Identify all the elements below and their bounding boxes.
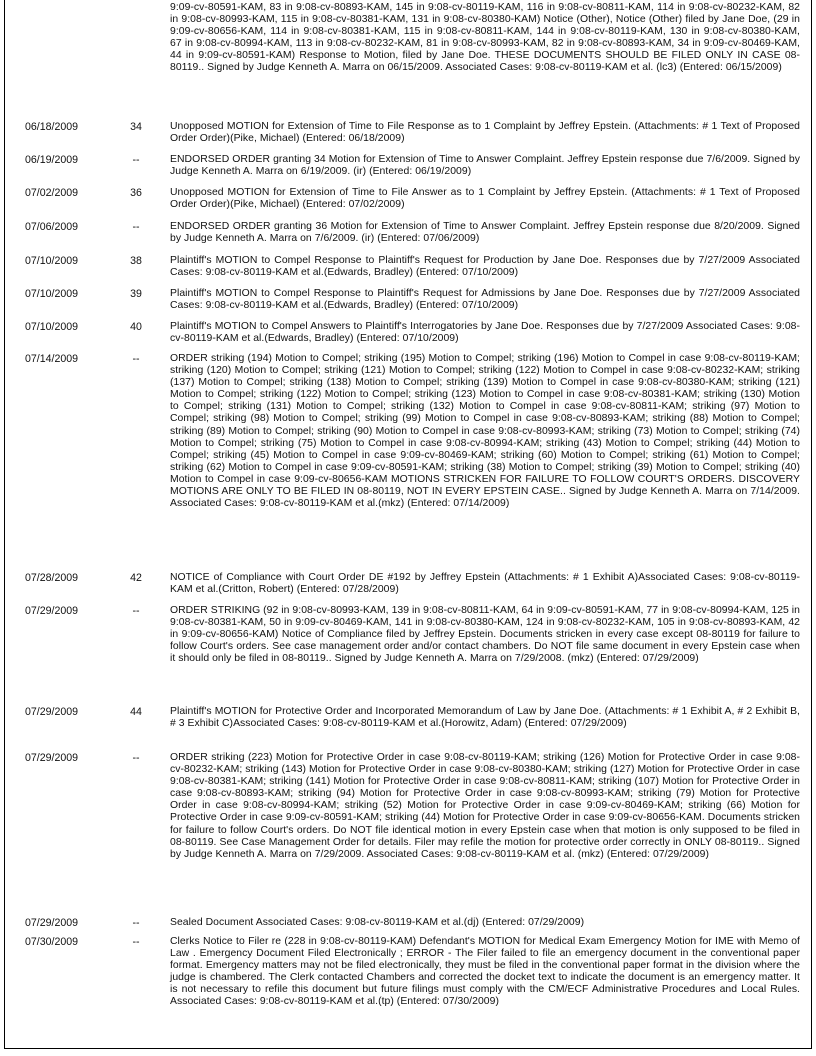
entry-date: 07/29/2009 xyxy=(25,917,79,929)
entry-text: ORDER STRIKING (92 in 9:08-cv-80993-KAM, 139 in 9:08-cv-80811-KAM, 64 in 9:09-cv-80591-KAM, 77 in 9:08-cv-80994-KAM, 125 in 9:08-cv-80381-KAM, 50 in 9:09-cv-80469-KAM, 141 in 9:08-cv-80380-KAM, 124 in 9:08-cv-80232-KAM, 105 in 9:08-cv-80893-KAM, 42 in 9:09-cv-80656-KAM) Notice of Compliance filed by Jeffrey Epstein. Documents stricken in every case except 08-80119 for failure to follow Court's orders. See case management order and/or contact chambers. Do NOT file same document in every Epstein case when it should only be filed in 08-80119.. Signed by Judge Kenneth A. Marra on 7/29/2008. (mkz) (Entered: 07/29/2009) xyxy=(170,605,800,665)
entry-date: 07/10/2009 xyxy=(25,255,79,267)
entry-date: 06/18/2009 xyxy=(25,121,79,133)
docket-page xyxy=(4,0,812,1049)
entry-date: 07/14/2009 xyxy=(25,353,79,365)
entry-number: -- xyxy=(132,353,140,365)
entry-number: 44 xyxy=(130,706,142,718)
entry-text: ENDORSED ORDER granting 34 Motion for Extension of Time to Answer Complaint. Jeffrey Epstein response due 7/6/2009. Signed by Judge Kenneth A. Marra on 6/19/2009. (ir) (Entered: 06/19/2009) xyxy=(170,154,800,178)
entry-text: ORDER striking (223) Motion for Protective Order in case 9:08-cv-80119-KAM; striking (126) Motion for Protective Order in case 9:08-cv-80232-KAM; striking (143) Motion for Protective Order in case 9:08-cv-80380-KAM; striking (127) Motion for Protective Order in case 9:08-cv-80381-KAM; striking (141) Motion for Protective Order in case 9:08-cv-80811-KAM; striking (107) Motion for Protective Order in case 9:08-cv-80893-KAM; striking (94) Motion for Protective Order in case 9:08-cv-80993-KAM; striking (79) Motion for Protective Order in case 9:08-cv-80994-KAM; striking (52) Motion for Protective Order in case 9:09-cv-80469-KAM; striking (66) Motion for Protective Order in case 9:09-cv-80591-KAM; striking (44) Motion for Protective Order in case 9:09-cv-80656-KAM. Documents stricken for failure to follow Court's orders. Do NOT file identical motion in every Epstein case when that motion is only supposed to be filed in 08-80119. See Case Management Order for details. Filer may refile the motion for protective order correctly in ONLY 08-80119.. Signed by Judge Kenneth A. Marra on 7/29/2009. Associated Cases: 9:08-cv-80119-KAM et al. (mkz) (Entered: 07/29/2009) xyxy=(170,752,800,860)
entry-number: -- xyxy=(132,936,140,948)
entry-date: 07/30/2009 xyxy=(25,936,79,948)
entry-text: Unopposed MOTION for Extension of Time to File Answer as to 1 Complaint by Jeffrey Epstein. (Attachments: # 1 Text of Proposed Order Order)(Pike, Michael) (Entered: 07/02/2009) xyxy=(170,187,800,211)
entry-text: ENDORSED ORDER granting 36 Motion for Extension of Time to Answer Complaint. Jeffrey Epstein response due 8/20/2009. Signed by Judge Kenneth A. Marra on 7/6/2009. (ir) (Entered: 07/06/2009) xyxy=(170,221,800,245)
entry-date: 07/29/2009 xyxy=(25,706,79,718)
entry-date: 07/29/2009 xyxy=(25,752,79,764)
entry-number: 38 xyxy=(130,255,142,267)
entry-number: -- xyxy=(132,605,140,617)
entry-date: 07/10/2009 xyxy=(25,321,79,333)
entry-text: Clerks Notice to Filer re (228 in 9:08-cv-80119-KAM) Defendant's MOTION for Medical Exam Emergency Motion for IME with Memo of Law . Emergency Document Filed Electronically ; ERROR - The Filer failed to file an emergency document in the conventional paper format. Emergency matters may not be filed electronically, they must be filed in the conventional paper format in the division where the judge is chambered. The Clerk contacted Chambers and corrected the docket text to indicate the document is an emergency matter. It is not necessary to refile this document but future filings must comply with the CM/ECF Administrative Procedures and Local Rules. Associated Cases: 9:08-cv-80119-KAM et al.(tp) (Entered: 07/30/2009) xyxy=(170,936,800,1008)
entry-number: 36 xyxy=(130,187,142,199)
entry-number: 34 xyxy=(130,121,142,133)
entry-text: Plaintiff's MOTION for Protective Order and Incorporated Memorandum of Law by Jane Doe. (Attachments: # 1 Exhibit A, # 2 Exhibit B, # 3 Exhibit C)Associated Cases: 9:08-cv-80119-KAM et al.(Horowitz, Adam) (Entered: 07/29/2009) xyxy=(170,706,800,730)
entry-number: -- xyxy=(132,154,140,166)
entry-text: 9:09-cv-80591-KAM, 83 in 9:08-cv-80893-KAM, 145 in 9:08-cv-80119-KAM, 116 in 9:08-cv-80811-KAM, 114 in 9:08-cv-80232-KAM, 82 in 9:08-cv-80993-KAM, 115 in 9:08-cv-80381-KAM, 131 in 9:08-cv-80380-KAM) Notice (Other), Notice (Other) filed by Jane Doe, (29 in 9:09-cv-80656-KAM, 114 in 9:08-cv-80381-KAM, 115 in 9:08-cv-80811-KAM, 144 in 9:08-cv-80119-KAM, 130 in 9:08-cv-80380-KAM, 67 in 9:08-cv-80994-KAM, 113 in 9:08-cv-80232-KAM, 81 in 9:08-cv-80993-KAM, 82 in 9:08-cv-80893-KAM, 34 in 9:09-cv-80469-KAM, 44 in 9:09-cv-80591-KAM) Response to Motion, filed by Jane Doe. THESE DOCUMENTS SHOULD BE FILED ONLY IN CASE 08-80119.. Signed by Judge Kenneth A. Marra on 06/15/2009. Associated Cases: 9:08-cv-80119-KAM et al. (lc3) (Entered: 06/15/2009) xyxy=(170,2,800,74)
entry-text: ORDER striking (194) Motion to Compel; striking (195) Motion to Compel; striking (196) Motion to Compel in case 9:08-cv-80119-KAM; striking (120) Motion to Compel; striking (121) Motion to Compel; striking (122) Motion to Compel in case 9:08-cv-80232-KAM; striking (137) Motion to Compel; striking (138) Motion to Compel; striking (139) Motion to Compel in case 9:08-cv-80380-KAM; striking (121) Motion to Compel; striking (122) Motion to Compel; striking (123) Motion to Compel in case 9:08-cv-80381-KAM; striking (130) Motion to Compel; striking (131) Motion to Compel; striking (132) Motion to Compel in case 9:08-cv-80811-KAM; striking (97) Motion to Compel; striking (98) Motion to Compel; striking (99) Motion to Compel in case 9:08-cv-80893-KAM; striking (88) Motion to Compel; striking (89) Motion to Compel; striking (90) Motion to Compel in case 9:08-cv-80993-KAM; striking (73) Motion to Compel; striking (74) Motion to Compel; striking (75) Motion to Compel in case 9:08-cv-80994-KAM; striking (43) Motion to Compel; striking (44) Motion to Compel; striking (45) Motion to Compel in case 9:09-cv-80469-KAM; striking (60) Motion to Compel; striking (61) Motion to Compel; striking (62) Motion to Compel in case 9:09-cv-80591-KAM; striking (38) Motion to Compel; striking (39) Motion to Compel; striking (40) Motion to Compel in case 9:09-cv-80656-KAM MOTIONS STRICKEN FOR FAILURE TO FOLLOW COURT'S ORDERS. DISCOVERY MOTIONS ARE ONLY TO BE FILED IN 08-80119, NOT IN EVERY EPSTEIN CASE.. Signed by Judge Kenneth A. Marra on 7/14/2009. Associated Cases: 9:08-cv-80119-KAM et al.(mkz) (Entered: 07/14/2009) xyxy=(170,353,800,510)
entry-number: -- xyxy=(132,752,140,764)
entry-date: 07/10/2009 xyxy=(25,288,79,300)
entry-number: 40 xyxy=(130,321,142,333)
entry-number: 42 xyxy=(130,572,142,584)
entry-text: Unopposed MOTION for Extension of Time to File Response as to 1 Complaint by Jeffrey Epstein. (Attachments: # 1 Text of Proposed Order Order)(Pike, Michael) (Entered: 06/18/2009) xyxy=(170,121,800,145)
entry-text: NOTICE of Compliance with Court Order DE #192 by Jeffrey Epstein (Attachments: # 1 Exhibit A)Associated Cases: 9:08-cv-80119-KAM et al.(Critton, Robert) (Entered: 07/28/2009) xyxy=(170,572,800,596)
entry-text: Sealed Document Associated Cases: 9:08-cv-80119-KAM et al.(dj) (Entered: 07/29/2009) xyxy=(170,917,585,928)
entry-text: Plaintiff's MOTION to Compel Response to Plaintiff's Request for Admissions by Jane Doe. Responses due by 7/27/2009 Associated Cases: 9:08-cv-80119-KAM et al.(Edwards, Bradley) (Entered: 07/10/2009) xyxy=(170,288,800,312)
entry-date: 07/29/2009 xyxy=(25,605,79,617)
entry-date: 07/28/2009 xyxy=(25,572,79,584)
entry-date: 07/02/2009 xyxy=(25,187,79,199)
entry-date: 06/19/2009 xyxy=(25,154,79,166)
entry-text: Plaintiff's MOTION to Compel Response to Plaintiff's Request for Production by Jane Doe. Responses due by 7/27/2009 Associated Cases: 9:08-cv-80119-KAM et al.(Edwards, Bradley) (Entered: 07/10/2009) xyxy=(170,255,800,279)
entry-text: Plaintiff's MOTION to Compel Answers to Plaintiff's Interrogatories by Jane Doe. Responses due by 7/27/2009 Associated Cases: 9:08-cv-80119-KAM et al.(Edwards, Bradley) (Entered: 07/10/2009) xyxy=(170,321,800,345)
entry-number: 39 xyxy=(130,288,142,300)
entry-number: -- xyxy=(132,221,140,233)
entry-number: -- xyxy=(132,917,140,929)
entry-date: 07/06/2009 xyxy=(25,221,79,233)
